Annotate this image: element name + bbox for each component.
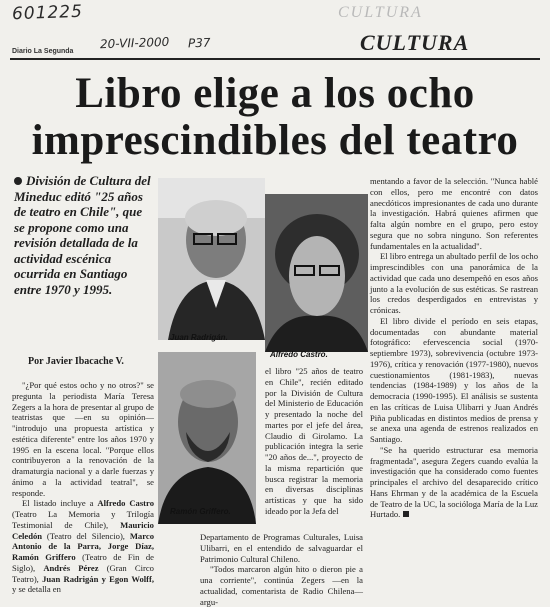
photo-juan-radrigan <box>158 178 265 340</box>
paragraph: El listado incluye a Alfredo Castro (Teatro La Memoria y Trilogía Testimonial de Chile), Mauricio Celedón (Teatro del Silencio), Marco Antonio de la Parra, Jorge Díaz, Ramón Griffero (Teatro de Fin de Siglo), Andrés Pérez (Gran Circo Teatro), Juan Radrigán y Egon Wolff, y se detalla en <box>12 498 154 595</box>
photo-alfredo-castro <box>265 194 368 352</box>
paragraph: "Se ha querido estructurar esa memoria fragmentada", asegura Zegers cuando evalúa la investigación que ha considerado como fuentes principales el archivo del desaparecido crítico Hans Ehrman y de la académica de la Escuela de Teatro de la UC, la socióloga María de la Luz Hurtado. <box>370 444 538 520</box>
article-column-2-bottom <box>200 532 363 607</box>
article-column-2 <box>265 366 363 517</box>
end-mark-icon <box>403 511 409 517</box>
photo-ramon-griffero <box>158 352 256 524</box>
caption-alfredo: Alfredo Castro. <box>270 350 328 359</box>
newspaper-source: Diario La Segunda <box>12 48 74 55</box>
paragraph: mentando a favor de la selección. "Nunca hablé con ellos, pero me encontré con datos anecdóticos impresionantes de cada uno durante la investigación. Habrá quienes afirmen que falta algún nombre en el grupo, pero estoy segura que no sobra ninguno. Son referentes fundamentales en la actualidad". <box>370 176 538 251</box>
section-title: CULTURA <box>360 30 470 55</box>
faded-section-stamp: CULTURA <box>338 4 423 21</box>
paragraph: El libro divide el período en seis etapas, documentadas con abundante material fotográfico: efervescencia social (1970-septiembre 1973), sobrevivencia (octubre 1973-1976), crítica y renovación (1977-1980), nuevos cuestionamientos (1981-1983), nuevas tendencias (1984-1989) y los años de la democracia (1990-1995). El análisis se sustenta en las críticas de Luisa Ulibarri y Juan Andrés Piña publicadas en distintos medios de prensa y se anexa una agenda de estrenos realizados en Santiago. <box>370 315 538 444</box>
name: Mauricio Celedón <box>12 519 154 541</box>
bullet-icon <box>14 177 22 185</box>
lead-paragraph <box>14 173 154 297</box>
paragraph: el libro "25 años de teatro en Chile", recién editado por la División de Cultura del Ministerio de Educación y presentado la noche del martes por el jefe del área, Claudio di Girolamo. La publicación integra la serie "20 años de...", proyecto de la misma repartición que busca registrar la memoria en diversas disciplinas artísticas y que ha sido ideado por la Jefa del <box>265 366 363 516</box>
name: Alfredo Castro <box>97 498 154 509</box>
lead-text: División de Cultura del Mineduc editó "25 años de teatro en Chile", que se propone como una revisión detallada de la actividad escénica ocurrida en Santiago entre 1970 y 1995. <box>14 173 151 297</box>
caption-ramon: Ramón Griffero. <box>170 507 231 516</box>
name: Juan Radrigán y Egon Wolff, <box>42 573 154 584</box>
handwritten-id-number: 601225 <box>11 1 84 25</box>
paragraph: El libro entrega un abultado perfil de los ocho imprescindibles con una panorámica de la actividad que cada uno desempeñó en esos años junto a la evolución de sus estéticas. Se rastrean los credos desperdigados en entrevistas y crónicas. <box>370 251 538 315</box>
handwritten-page: P37 <box>187 35 211 51</box>
handwritten-date: 20-VII-2000 <box>99 34 170 52</box>
headline: Libro elige a los ocho imprescindibles del teatro <box>31 70 519 164</box>
portrait-image <box>158 352 256 524</box>
header-rule <box>10 58 540 60</box>
article-column-1 <box>12 380 154 595</box>
portrait-image <box>265 194 368 352</box>
portrait-image <box>158 178 265 340</box>
paragraph: "¿Por qué estos ocho y no otros?" se pregunta la periodista María Teresa Zegers a la hora de presentar al grupo de teatristas que —en su opinión— "introdujo una propuesta artística y estética diferente" entre los años 1970 y 1995 en la escena local. "Porque ellos contribuyeron a la renovación de la dramaturgia nacional y a darle fuerzas y ánimo a la actividad teatral", se responde. <box>12 380 154 498</box>
name: Marco Antonio de la Parra, Jorge Díaz, Ramón Griffero <box>12 530 154 562</box>
name: Andrés Pérez <box>43 562 99 573</box>
byline: Por Javier Ibacache V. <box>28 356 124 367</box>
article-column-3 <box>370 176 538 520</box>
caption-juan: Juan Radrigán. <box>170 333 228 342</box>
paragraph: Departamento de Programas Culturales, Luisa Ulibarri, en el entendido de salvaguardar el Patrimonio Cultural Chileno. <box>200 532 363 564</box>
paragraph: "Todos marcaron algún hito o dieron pie a una corriente", continúa Zegers —en la actualidad, comentarista de Radio Chilena— argu- <box>200 564 363 607</box>
